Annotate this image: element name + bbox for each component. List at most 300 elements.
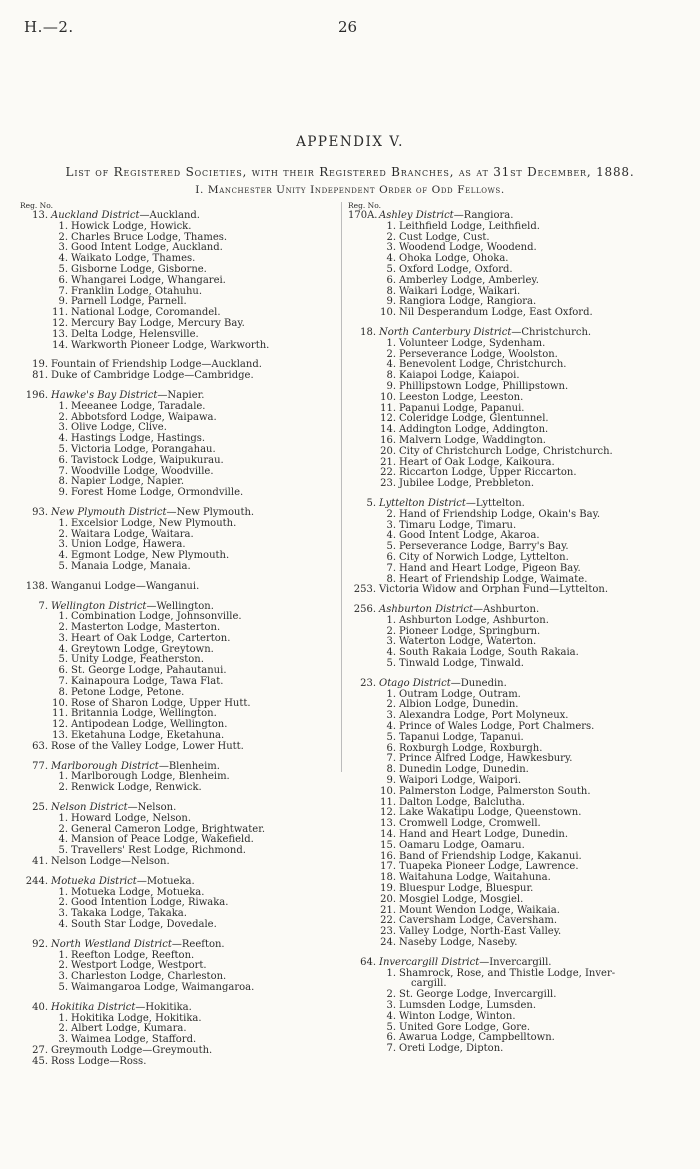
district-heading: 64. Invercargill District—Invercargill. (348, 958, 683, 969)
district-group (20, 602, 338, 742)
branch-number: 16. (380, 850, 396, 862)
branch-name: Woodend Lodge, Woodend. (399, 242, 537, 254)
branch-row (20, 783, 338, 794)
branch-name: Tapanui Lodge, Tapanui. (399, 731, 524, 743)
branch-name: Shamrock, Rose, and Thistle Lodge, Inver- (399, 967, 616, 979)
reg-number: 138. (25, 580, 48, 592)
branch-name: Greytown Lodge, Greytown. (71, 643, 214, 655)
branch-name: Abbotsford Lodge, Waipawa. (71, 411, 217, 423)
branch-name: Waitahuna Lodge, Waitahuna. (399, 872, 551, 884)
branch-name: Perseverance Lodge, Woolston. (399, 348, 558, 360)
branch-number: 4. (386, 647, 396, 659)
branch-number: 4. (58, 834, 68, 846)
branch-name: Renwick Lodge, Renwick. (71, 782, 202, 794)
branch-name: City of Christchurch Lodge, Christchurch. (399, 445, 613, 457)
branch-number: 7. (386, 753, 396, 765)
branch-number: 11. (380, 796, 396, 808)
branch-number: 1. (58, 812, 68, 824)
branch-number: 2. (386, 348, 396, 360)
district-group (348, 605, 683, 670)
page-title: APPENDIX V. (296, 134, 404, 150)
district-heading: 23. Otago District—Dunedin. (348, 679, 683, 690)
branch-name: Albion Lodge, Dunedin. (399, 699, 519, 711)
branch-name: Kainapoura Lodge, Tawa Flat. (71, 676, 224, 688)
branch-name: Phillipstown Lodge, Phillipstown. (399, 380, 569, 392)
branch-name: Coleridge Lodge, Glentunnel. (399, 413, 549, 425)
branch-number: 1. (58, 771, 68, 783)
branch-number: 2. (58, 1023, 68, 1035)
branch-name: Hand of Friendship Lodge, Okain's Bay. (399, 508, 601, 520)
reg-number: 18. (360, 326, 376, 338)
district-heading: 93. New Plymouth District—New Plymouth. (20, 508, 338, 519)
district-place: Dunedin. (460, 677, 507, 689)
district-heading: 170A. Ashley District—Rangiora. (348, 210, 514, 221)
branch-number: 24. (380, 937, 396, 948)
branch-number: 5. (386, 541, 396, 553)
branch-number: 20. (380, 893, 396, 905)
branch-number: 9. (58, 296, 68, 308)
branch-number: 1. (386, 220, 396, 232)
branch-name: Eketahuna Lodge, Eketahuna. (71, 730, 225, 742)
district-group (20, 877, 338, 931)
branch-number: 9. (386, 380, 396, 392)
branch-name: Hand and Heart Lodge, Dunedin. (399, 829, 569, 841)
branch-number: 5. (58, 654, 68, 666)
lodge-name: Nelson Lodge—Nelson. (51, 856, 170, 868)
district-name: Lyttelton District (379, 497, 466, 509)
lodge-name: Fountain of Friendship Lodge—Auckland. (51, 359, 262, 371)
branch-name: Waimea Lodge, Stafford. (71, 1034, 197, 1046)
branch-name: Parnell Lodge, Parnell. (71, 296, 187, 308)
branch-number: 2. (58, 231, 68, 243)
branch-number: 13. (52, 730, 68, 742)
branch-name: South Star Lodge, Dovedale. (71, 919, 217, 931)
branch-name: Cust Lodge, Cust. (399, 231, 490, 243)
branch-name: Motueka Lodge, Motueka. (71, 886, 205, 898)
district-place: Blenheim. (168, 760, 220, 772)
branch-number: 12. (52, 317, 68, 329)
lodge-entry (20, 371, 338, 382)
district-name: Hokitika District (51, 1001, 136, 1013)
lodge-name: Victoria Widow and Orphan Fund—Lyttelton. (379, 584, 608, 596)
district-group (348, 679, 683, 949)
reg-number: 93. (32, 506, 48, 518)
branch-name: Palmerston Lodge, Palmerston South. (399, 785, 591, 797)
reg-number: 25. (32, 802, 48, 814)
district-place: Nelson. (137, 802, 177, 814)
branch-name: Charleston Lodge, Charleston. (71, 971, 227, 983)
district-place: Rangiora. (463, 210, 514, 221)
branch-number: 4. (386, 530, 396, 542)
district-name: Wellington District (51, 600, 147, 612)
district-place: Lyttelton. (475, 497, 525, 509)
branch-number: 11. (52, 307, 68, 319)
branch-number: 2. (58, 528, 68, 540)
district-group (348, 499, 683, 585)
reg-number: 64. (360, 956, 376, 968)
district-name: North Canterbury District (379, 326, 512, 338)
reg-number: 41. (32, 856, 48, 868)
branch-name: Addington Lodge, Addington. (399, 424, 549, 436)
lodge-entry (20, 742, 338, 753)
district-group (20, 803, 338, 857)
lodge-entry (20, 857, 338, 868)
branch-name: Tinwald Lodge, Tinwald. (399, 658, 524, 670)
district-heading: 18. North Canterbury District—Christchurch. (348, 328, 683, 339)
branch-name: Meeanee Lodge, Taradale. (71, 400, 206, 412)
branch-row (348, 479, 683, 490)
reg-number: 81. (32, 370, 48, 382)
branch-number: 6. (386, 274, 396, 286)
reg-number: 170A. (348, 210, 378, 221)
branch-name: Charles Bruce Lodge, Thames. (71, 231, 228, 243)
branch-number: 2. (386, 231, 396, 243)
district-place: New Plymouth. (176, 506, 255, 518)
district-heading: 25. Nelson District—Nelson. (20, 803, 338, 814)
branch-name: Rose of Sharon Lodge, Upper Hutt. (71, 697, 251, 709)
branch-name: Manaia Lodge, Manaia. (71, 560, 191, 572)
branch-name: Good Intention Lodge, Riwaka. (71, 897, 229, 909)
lodge-name: Greymouth Lodge—Greymouth. (51, 1044, 213, 1056)
branch-row (20, 920, 338, 931)
branch-number: 12. (52, 719, 68, 731)
branch-name: Heart of Friendship Lodge, Waimate. (399, 573, 588, 585)
branch-name: Victoria Lodge, Porangahau. (71, 443, 216, 455)
branch-number: 3. (386, 242, 396, 254)
branch-name: Howard Lodge, Nelson. (71, 812, 191, 824)
branch-number: 14. (380, 829, 396, 841)
branch-number: 8. (386, 285, 396, 297)
branch-name: Cromwell Lodge, Cromwell. (399, 818, 541, 830)
branch-number: 17. (380, 861, 396, 873)
branch-number: 8. (58, 686, 68, 698)
branch-number: 5. (386, 1021, 396, 1033)
branch-number: 8. (386, 370, 396, 382)
branch-name: Mount Wendon Lodge, Waikaia. (399, 904, 560, 916)
branch-name: Forest Home Lodge, Ormondville. (71, 487, 244, 499)
branch-number: 21. (380, 456, 396, 468)
branch-name: Band of Friendship Lodge, Kakanui. (399, 850, 582, 862)
branch-name: Lumsden Lodge, Lumsden. (399, 999, 537, 1011)
district-group (20, 508, 338, 573)
branch-number: 2. (386, 625, 396, 637)
branch-name: Ashburton Lodge, Ashburton. (399, 614, 549, 626)
branch-name: Excelsior Lodge, New Plymouth. (71, 517, 237, 529)
branch-name: Good Intent Lodge, Akaroa. (399, 530, 540, 542)
branch-name: Roxburgh Lodge, Roxburgh. (399, 742, 543, 754)
branch-number: 3. (386, 636, 396, 648)
branch-number: 7. (58, 285, 68, 297)
reg-no-heading: Reg. No. (348, 201, 381, 210)
branch-number: 1. (58, 886, 68, 898)
branch-number: 13. (52, 328, 68, 340)
branch-row (20, 562, 338, 573)
branch-name: Hand and Heart Lodge, Pigeon Bay. (399, 562, 581, 574)
branch-row (20, 983, 338, 994)
branch-name: Oxford Lodge, Oxford. (399, 263, 513, 275)
reg-number: 92. (32, 938, 48, 950)
branch-row (348, 308, 683, 319)
reg-number: 13. (32, 210, 48, 221)
branch-name: Travellers' Rest Lodge, Richmond. (71, 845, 246, 857)
branch-number: 4. (58, 919, 68, 931)
branch-number: 6. (58, 665, 68, 677)
lodge-name: Duke of Cambridge Lodge—Cambridge. (51, 370, 254, 382)
branch-name: National Lodge, Coromandel. (71, 307, 221, 319)
section-heading: I. Manchester Unity Independent Order of Odd Fellows. (195, 184, 505, 196)
branch-number: 1. (58, 949, 68, 961)
page-header-ref: H.—2. (24, 18, 74, 36)
branch-name: Leeston Lodge, Leeston. (399, 391, 524, 403)
district-place: Invercargill. (489, 956, 552, 968)
branch-number: 6. (58, 454, 68, 466)
branch-number: 15. (380, 839, 396, 851)
lodge-line (20, 371, 338, 382)
branch-name: City of Norwich Lodge, Lyttelton. (399, 551, 569, 563)
branch-name: Egmont Lodge, New Plymouth. (71, 550, 230, 562)
lodge-entry (348, 585, 683, 596)
branch-number: 1. (58, 1012, 68, 1024)
branch-name: Dalton Lodge, Balclutha. (399, 796, 525, 808)
reg-no-heading: Reg. No. (20, 201, 53, 210)
branch-name: Mosgiel Lodge, Mosgiel. (399, 893, 524, 905)
branch-name: Petone Lodge, Petone. (71, 686, 185, 698)
district-heading: 5. Lyttelton District—Lyttelton. (348, 499, 683, 510)
branch-name: Bluespur Lodge, Bluespur. (399, 883, 534, 895)
branch-number: 4. (386, 1010, 396, 1022)
branch-name: Good Intent Lodge, Auckland. (71, 242, 223, 254)
branch-number: 1. (386, 614, 396, 626)
branch-name: Prince Alfred Lodge, Hawkesbury. (399, 753, 573, 765)
branch-number: 4. (58, 550, 68, 562)
branch-name: Naseby Lodge, Naseby. (399, 937, 518, 948)
district-name: Invercargill District (379, 956, 480, 968)
left-column (20, 202, 338, 1068)
branch-number: 20. (380, 445, 396, 457)
district-place: Napier. (167, 389, 205, 401)
reg-number: 45. (32, 1055, 48, 1067)
district-heading: 256. Ashburton District—Ashburton. (348, 605, 683, 616)
district-group (348, 328, 683, 490)
branch-number: 1. (386, 688, 396, 700)
branch-number: 3. (58, 632, 68, 644)
branch-name: Valley Lodge, North-East Valley. (399, 926, 562, 938)
branch-number: 3. (58, 908, 68, 920)
branch-number: 9. (58, 487, 68, 499)
branch-number: 16. (380, 434, 396, 446)
branch-name: Waikari Lodge, Waikari. (399, 285, 521, 297)
branch-number: 2. (58, 960, 68, 972)
district-name: Motueka District (51, 875, 137, 887)
branch-name: Takaka Lodge, Takaka. (71, 908, 187, 920)
branch-number: 3. (58, 242, 68, 254)
reg-number: 253. (353, 584, 376, 596)
branch-name: Riccarton Lodge, Upper Riccarton. (399, 467, 577, 479)
branch-name: Warkworth Pioneer Lodge, Warkworth. (71, 339, 270, 351)
reg-number: 27. (32, 1044, 48, 1056)
district-heading: 244. Motueka District—Motueka. (20, 877, 338, 888)
lodge-name: Rose of the Valley Lodge, Lower Hutt. (51, 740, 244, 752)
branch-number: 5. (386, 263, 396, 275)
lodge-line (20, 1057, 338, 1068)
branch-number: 22. (380, 467, 396, 479)
branch-number: 14. (52, 339, 68, 351)
branch-number: 1. (58, 220, 68, 232)
lodge-line (348, 585, 683, 596)
branch-name: Antipodean Lodge, Wellington. (71, 719, 228, 731)
branch-number: 4. (386, 359, 396, 371)
branch-name: Ohoka Lodge, Ohoka. (399, 253, 509, 265)
branch-name: Perseverance Lodge, Barry's Bay. (399, 541, 569, 553)
branch-name: Waitara Lodge, Waitara. (71, 528, 194, 540)
branch-number: 12. (380, 807, 396, 819)
branch-name: Pioneer Lodge, Springburn. (399, 625, 541, 637)
branch-number: 23. (380, 926, 396, 938)
district-heading: 92. North Westland District—Reefton. (20, 940, 338, 951)
branch-number: 6. (386, 742, 396, 754)
branch-number: 10. (380, 785, 396, 797)
district-place: Ashburton. (483, 604, 540, 616)
branch-row (20, 341, 338, 352)
branch-name: Marlborough Lodge, Blenheim. (71, 771, 230, 783)
district-name: Hawke's Bay District (51, 389, 158, 401)
branch-name: Combination Lodge, Johnsonville. (71, 611, 242, 623)
branch-number: 13. (380, 818, 396, 830)
branch-number: 4. (58, 643, 68, 655)
branch-name: Volunteer Lodge, Sydenham. (399, 337, 546, 349)
branch-number: 21. (380, 904, 396, 916)
branch-name: Benevolent Lodge, Christchurch. (399, 359, 567, 371)
district-group (20, 211, 338, 351)
branch-number: 2. (386, 989, 396, 1001)
branch-name: Britannia Lodge, Wellington. (71, 708, 217, 720)
district-place: Motueka. (146, 875, 195, 887)
branch-name: Waimangaroa Lodge, Waimangaroa. (71, 982, 255, 993)
page-subtitle: List of Registered Societies, with their Registered Branches, as at 31st December, 1888. (65, 165, 635, 179)
branch-name: Amberley Lodge, Amberley. (399, 274, 539, 286)
district-heading: 196. Hawke's Bay District—Napier. (20, 391, 338, 402)
branch-number: 10. (52, 697, 68, 709)
lodge-line (20, 742, 338, 753)
lodge-line (20, 582, 338, 593)
branch-name: Albert Lodge, Kumara. (71, 1023, 187, 1035)
branch-name: Alexandra Lodge, Port Molyneux. (399, 710, 569, 722)
branch-number: 1. (386, 967, 396, 979)
reg-number: 244. (25, 875, 48, 887)
reg-number: 256. (353, 604, 376, 616)
branch-name: Union Lodge, Hawera. (71, 539, 186, 551)
branch-name: Waikato Lodge, Thames. (71, 253, 196, 265)
branch-number: 8. (386, 573, 396, 585)
branch-row (20, 488, 338, 499)
branch-number: 2. (386, 699, 396, 711)
branch-number: 11. (52, 708, 68, 720)
district-name: Marlborough District (51, 760, 159, 772)
district-place: Hokitika. (145, 1001, 192, 1013)
lodge-entry (20, 582, 338, 593)
branch-number: 7. (386, 1043, 396, 1055)
branch-number: 22. (380, 915, 396, 927)
branch-number: 1. (58, 517, 68, 529)
branch-row (348, 659, 683, 670)
branch-name: Outram Lodge, Outram. (399, 688, 521, 700)
branch-number: 2. (58, 782, 68, 794)
branch-name: Lake Wakatipu Lodge, Queenstown. (399, 807, 582, 819)
branch-number: 2. (58, 897, 68, 909)
branch-number: 6. (386, 551, 396, 563)
reg-number: 5. (366, 497, 376, 509)
branch-name: St. George Lodge, Invercargill. (399, 989, 557, 1001)
branch-name-continued: cargill. (411, 978, 447, 990)
branch-name: Tuapeka Pioneer Lodge, Lawrence. (399, 861, 579, 873)
branch-number: 2. (386, 508, 396, 520)
branch-number: 5. (386, 731, 396, 743)
branch-name: Heart of Oak Lodge, Carterton. (71, 632, 231, 644)
district-group (20, 762, 338, 794)
branch-name: Oamaru Lodge, Oamaru. (399, 839, 525, 851)
branch-name: Waipori Lodge, Waipori. (399, 775, 522, 787)
branch-number: 5. (386, 658, 396, 670)
branch-number: 9. (386, 296, 396, 308)
lodge-name: Ross Lodge—Ross. (51, 1055, 147, 1067)
branch-name: Oreti Lodge, Dipton. (399, 1043, 504, 1055)
branch-number: 2. (58, 823, 68, 835)
branch-number: 23. (380, 478, 396, 490)
district-place: Auckland. (149, 210, 200, 221)
branch-name: General Cameron Lodge, Brightwater. (71, 823, 266, 835)
branch-name: Kaiapoi Lodge, Kaiapoi. (399, 370, 520, 382)
branch-name: Unity Lodge, Featherston. (71, 654, 204, 666)
branch-number: 7. (58, 676, 68, 688)
branch-number: 3. (58, 1034, 68, 1046)
branch-name: Olive Lodge, Clive. (71, 422, 167, 434)
page-number: 26 (338, 18, 358, 36)
branch-row (348, 969, 683, 980)
lodge-entry (20, 1057, 338, 1068)
branch-number: 2. (58, 411, 68, 423)
branch-number: 5. (58, 845, 68, 857)
district-place: Christchurch. (521, 326, 592, 338)
branch-number: 4. (386, 253, 396, 265)
branch-number: 1. (386, 337, 396, 349)
district-name: Auckland District (51, 210, 140, 221)
branch-number: 2. (58, 622, 68, 634)
district-name: Otago District (379, 677, 451, 689)
branch-number: 8. (386, 764, 396, 776)
branch-name: Westport Lodge, Westport. (71, 960, 207, 972)
lodge-line (20, 857, 338, 868)
branch-number: 5. (58, 443, 68, 455)
district-heading: 13. Auckland District—Auckland. (20, 211, 338, 222)
branch-number: 10. (380, 307, 396, 319)
branch-name: St. George Lodge, Pahautanui. (71, 665, 227, 677)
branch-number: 5. (58, 982, 68, 993)
branch-name: Howick Lodge, Howick. (71, 220, 192, 232)
branch-number: 5. (58, 263, 68, 275)
branch-row (348, 1044, 683, 1055)
branch-name: Tavistock Lodge, Waipukurau. (71, 454, 224, 466)
branch-number: 3. (58, 971, 68, 983)
branch-name: Winton Lodge, Winton. (399, 1010, 516, 1022)
branch-number: 5. (58, 560, 68, 572)
reg-number: 7. (38, 600, 48, 612)
branch-number: 1. (58, 400, 68, 412)
branch-name: Hastings Lodge, Hastings. (71, 433, 206, 445)
district-group (20, 940, 338, 994)
branch-name: Leithfield Lodge, Leithfield. (399, 220, 540, 232)
branch-number: 9. (386, 775, 396, 787)
branch-number: 8. (58, 476, 68, 488)
